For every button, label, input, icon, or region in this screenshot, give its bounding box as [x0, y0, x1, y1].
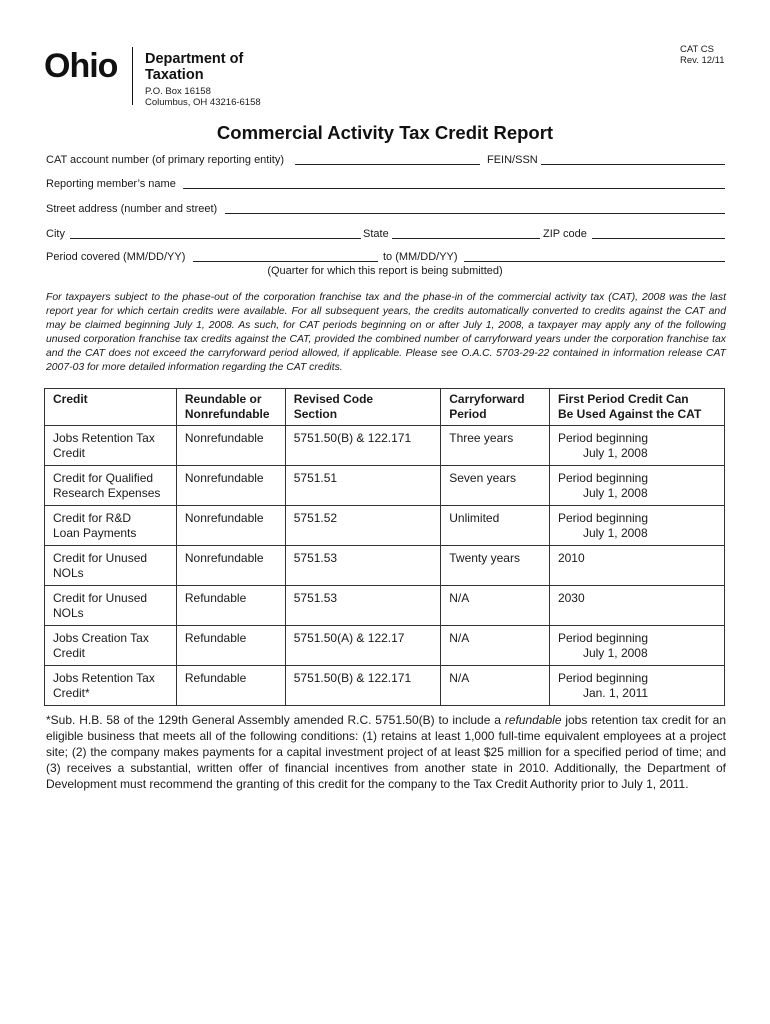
- ohio-logo: Ohio: [44, 47, 118, 85]
- period-to-label: to (MM/DD/YY): [383, 251, 458, 263]
- col-header-first-period: First Period Credit Can Be Used Against the CAT: [549, 389, 724, 426]
- cell-code-section: [285, 466, 441, 506]
- footnote-emphasis: refundable: [504, 713, 562, 727]
- address-line-2: Columbus, OH 43216-6158: [145, 97, 261, 108]
- cell-line: Jobs Retention Tax: [53, 671, 155, 685]
- cell-first-period: [549, 586, 724, 626]
- member-name-label: Reporting member’s name: [46, 178, 176, 190]
- cell-line: Credit for R&D: [53, 511, 132, 525]
- form-identifier: [680, 44, 725, 66]
- fein-input[interactable]: [541, 164, 725, 165]
- cell-refundable: [176, 426, 285, 466]
- zip-input[interactable]: [592, 238, 725, 239]
- cell-line: July 1, 2008: [582, 486, 648, 500]
- cell-line: Refundable: [184, 631, 247, 645]
- city-label: City: [46, 228, 65, 240]
- period-label: Period covered (MM/DD/YY): [46, 251, 186, 263]
- cell-line: Jobs Retention Tax: [53, 431, 155, 445]
- cell-credit: [45, 586, 177, 626]
- cell-first-period: [549, 626, 724, 666]
- cell-line: Period beginning: [557, 431, 649, 445]
- department-line-1: Department of: [145, 51, 244, 67]
- cell-line: Unlimited: [449, 511, 500, 525]
- col-header-code-section: Revised Code Section: [285, 389, 441, 426]
- col-header-credit: Credit: [45, 389, 177, 426]
- cell-line: Credit for Unused: [53, 551, 148, 565]
- cell-credit: [45, 626, 177, 666]
- cell-line: Seven years: [449, 471, 516, 485]
- address-line-1: P.O. Box 16158: [145, 86, 211, 97]
- table-row: [45, 466, 725, 506]
- cell-line: Credit for Qualified: [53, 471, 154, 485]
- cell-line: 5751.53: [293, 551, 338, 565]
- table-row: [45, 586, 725, 626]
- table-row: [45, 506, 725, 546]
- cat-account-input[interactable]: [295, 164, 480, 165]
- footnote: [46, 712, 726, 792]
- member-name-input[interactable]: [183, 188, 725, 189]
- period-from-input[interactable]: [193, 261, 378, 262]
- cell-first-period: [549, 466, 724, 506]
- cell-refundable: [176, 546, 285, 586]
- cell-line: 5751.50(B) & 122.171: [293, 431, 412, 445]
- cell-line: July 1, 2008: [582, 646, 648, 660]
- table-row: [45, 666, 725, 706]
- cell-line: N/A: [449, 671, 470, 685]
- city-input[interactable]: [70, 238, 361, 239]
- cell-line: Loan Payments: [53, 526, 137, 540]
- table-row: [45, 426, 725, 466]
- cell-line: Jan. 1, 2011: [582, 686, 649, 700]
- cell-refundable: [176, 626, 285, 666]
- cell-first-period: [549, 666, 724, 706]
- cell-code-section: [285, 586, 441, 626]
- cell-carryforward: [441, 426, 550, 466]
- cell-line: Nonrefundable: [184, 431, 264, 445]
- form-code: CAT CS: [680, 44, 714, 55]
- cell-carryforward: [441, 586, 550, 626]
- cell-line: Nonrefundable: [184, 471, 264, 485]
- cell-line: 5751.52: [293, 511, 338, 525]
- cell-line: 5751.50(A) & 122.17: [293, 631, 405, 645]
- intro-paragraph: For taxpayers subject to the phase-out of the corporation franchise tax and the phase-in of the commercial activity tax (CAT), 2008 was the last report year for which certain credits were available. For all subsequent years, the credits automatically converted to credits against the CAT and may be claimed beginning July 1, 2008. As such, for CAT periods beginning on or after July 1, 2008, a taxpayer may apply any of the following unused corporation franchise tax credits against the CAT, provided the combined number of carryforward years under the corporation franchise tax and the CAT does not exceed the carryforward period allowed, if applicable. Please see O.A.C. 5703-29-22 contained in information release CAT 2007-03 for more detailed information regarding the CAT credits.: [46, 292, 726, 373]
- cell-line: Refundable: [184, 591, 247, 605]
- cell-code-section: [285, 426, 441, 466]
- department-name: [145, 51, 243, 83]
- cell-credit: [45, 506, 177, 546]
- cell-carryforward: [441, 666, 550, 706]
- form-revision: Rev. 12/11: [680, 55, 725, 66]
- cell-first-period: [549, 506, 724, 546]
- cell-line: Refundable: [184, 671, 247, 685]
- cell-refundable: [176, 466, 285, 506]
- cell-line: Period beginning: [557, 511, 649, 525]
- cell-line: Period beginning: [557, 671, 649, 685]
- period-to-input[interactable]: [464, 261, 725, 262]
- footnote-part-1: *Sub. H.B. 58 of the 129th General Assembly amended R.C. 5751.50(B) to include a: [46, 713, 505, 727]
- cell-carryforward: [441, 466, 550, 506]
- cell-first-period: [549, 546, 724, 586]
- street-input[interactable]: [225, 213, 725, 214]
- cat-account-label: CAT account number (of primary reporting entity): [46, 154, 285, 166]
- zip-label: ZIP code: [543, 228, 587, 240]
- cell-line: Credit*: [53, 686, 90, 700]
- credits-table: [44, 388, 725, 706]
- cell-refundable: [176, 506, 285, 546]
- cell-line: July 1, 2008: [582, 526, 648, 540]
- cell-line: July 1, 2008: [582, 446, 648, 460]
- cell-line: Period beginning: [557, 631, 649, 645]
- table-row: [45, 546, 725, 586]
- cell-code-section: [285, 666, 441, 706]
- cell-line: Twenty years: [449, 551, 520, 565]
- cell-line: Research Expenses: [53, 486, 161, 500]
- cell-line: Credit: [53, 646, 86, 660]
- cell-line: Credit: [53, 446, 86, 460]
- cell-line: N/A: [449, 631, 470, 645]
- mailing-address: [145, 86, 261, 108]
- cell-code-section: [285, 546, 441, 586]
- cell-line: 2010: [557, 551, 585, 565]
- table-row: [45, 626, 725, 666]
- street-label: Street address (number and street): [46, 203, 218, 215]
- cell-line: NOLs: [53, 566, 84, 580]
- cell-line: NOLs: [53, 606, 84, 620]
- cell-line: Nonrefundable: [184, 551, 264, 565]
- cell-line: Credit for Unused: [53, 591, 148, 605]
- department-line-2: Taxation: [145, 67, 204, 83]
- cell-line: 5751.50(B) & 122.171: [293, 671, 412, 685]
- table-body: [45, 426, 725, 706]
- cell-carryforward: [441, 626, 550, 666]
- cell-line: 5751.51: [293, 471, 338, 485]
- cell-refundable: [176, 666, 285, 706]
- cell-line: 5751.53: [293, 591, 338, 605]
- cell-carryforward: [441, 546, 550, 586]
- cell-code-section: [285, 626, 441, 666]
- cell-code-section: [285, 506, 441, 546]
- cell-line: Jobs Creation Tax: [53, 631, 149, 645]
- cell-line: Three years: [449, 431, 514, 445]
- fein-label: FEIN/SSN: [487, 154, 538, 166]
- cell-credit: [45, 466, 177, 506]
- quarter-note: (Quarter for which this report is being submitted): [267, 265, 503, 277]
- state-label: State: [363, 228, 389, 240]
- cell-line: Nonrefundable: [184, 511, 264, 525]
- logo-divider: [132, 47, 133, 105]
- footnote-part-2: jobs retention tax credit for an eligible business that meets all of the following conditions: (1) retains at least 1,000 full-time equivalent employees at a project site; (2) the company makes payments for a capital investment project of at least $25 million for a specified period of time; and (3) receives a substantial, written offer of financial incentives from another state in 2010. Additionally, the Department of Development must recommend the granting of this credit for the company to the Tax Credit Authority prior to July 1, 2011.: [46, 713, 726, 791]
- cell-credit: [45, 426, 177, 466]
- cell-line: 2030: [557, 591, 585, 605]
- col-header-carryforward: Carryforward Period: [441, 389, 550, 426]
- cell-refundable: [176, 586, 285, 626]
- table-header-row: [45, 389, 725, 426]
- cell-line: Period beginning: [557, 471, 649, 485]
- state-input[interactable]: [392, 238, 540, 239]
- col-header-refundable: Reundable or Nonrefundable: [176, 389, 285, 426]
- cell-credit: [45, 546, 177, 586]
- page-title: Commercial Activity Tax Credit Report: [216, 122, 554, 143]
- cell-carryforward: [441, 506, 550, 546]
- cell-first-period: [549, 426, 724, 466]
- cell-credit: [45, 666, 177, 706]
- cell-line: N/A: [449, 591, 470, 605]
